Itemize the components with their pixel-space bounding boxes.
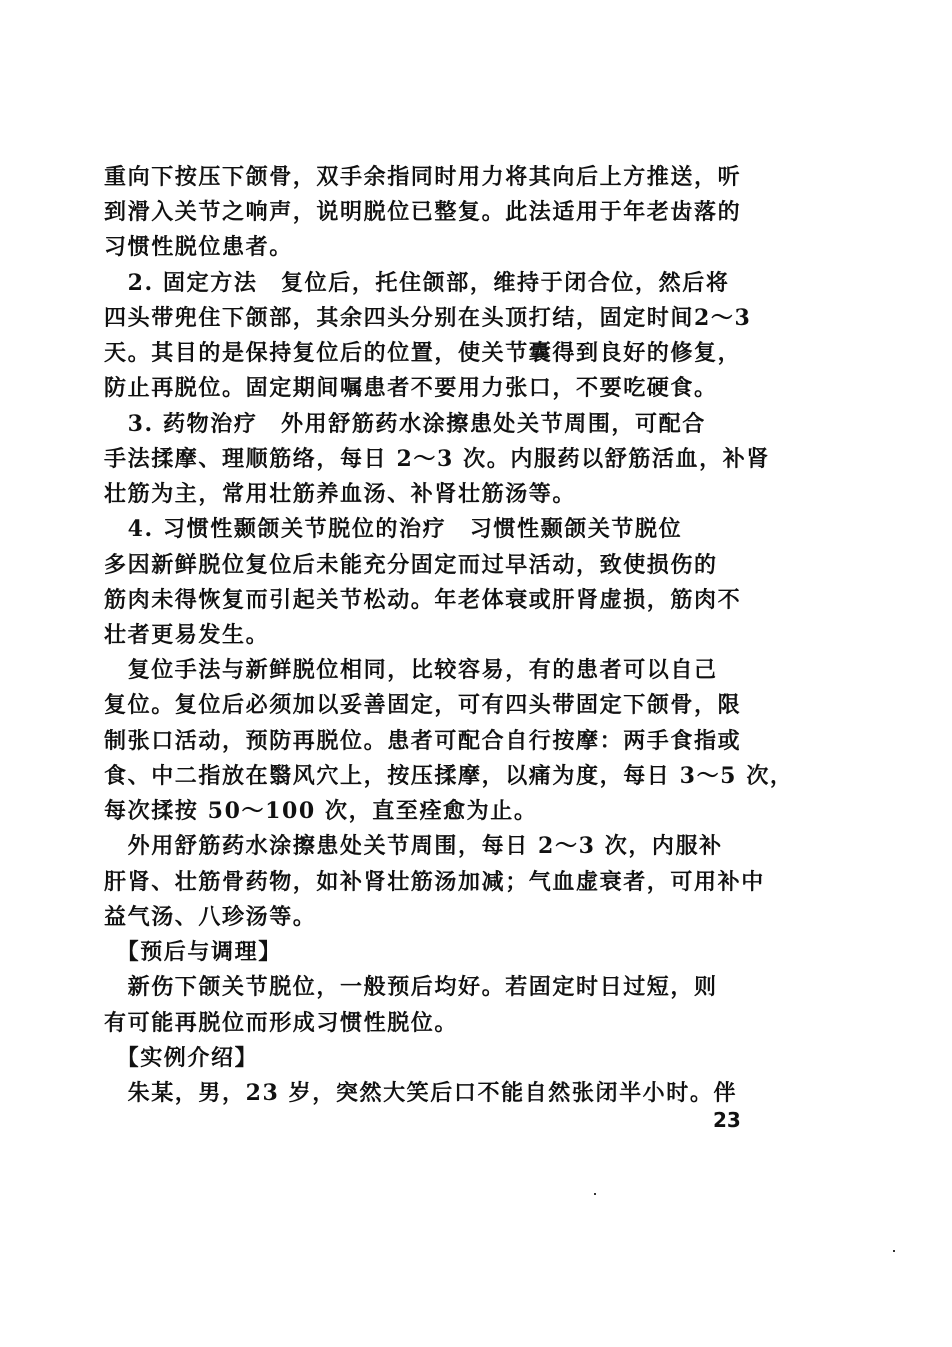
text-line: 肝肾、壮筋骨药物，如补肾壮筋汤加减；气血虚衰者，可用补中: [104, 869, 765, 895]
text-line: 天。其目的是保持复位后的位置，使关节囊得到良好的修复，: [104, 340, 742, 366]
text-line: 四头带兜住下颌部，其余四头分别在头顶打结，固定时间2～3: [104, 305, 752, 331]
section-heading: 【实例介绍】: [104, 1045, 259, 1071]
text-line: 习惯性脱位患者。: [104, 234, 293, 260]
text-line: 有可能再脱位而形成习惯性脱位。: [104, 1010, 459, 1036]
text-line: 复位。复位后必须加以妥善固定，可有四头带固定下颌骨，限: [104, 692, 742, 718]
text-line: 筋肉未得恢复而引起关节松动。年老体衰或肝肾虚损，筋肉不: [104, 587, 742, 613]
text-line: 手法揉摩、理顺筋络，每日 2～3 次。内服药以舒筋活血，补肾: [104, 446, 770, 472]
text-line: 每次揉按 50～100 次，直至痊愈为止。: [104, 798, 538, 824]
text-line: 防止再脱位。固定期间嘱患者不要用力张口，不要吃硬食。: [104, 375, 718, 401]
text-line: 益气汤、八珍汤等。: [104, 904, 317, 930]
text-line: 外用舒筋药水涂擦患处关节周围，每日 2～3 次，内服补: [104, 833, 723, 859]
section-heading: 【预后与调理】: [104, 939, 282, 965]
text-line: 4. 习惯性颞颌关节脱位的治疗 习惯性颞颌关节脱位: [104, 516, 683, 542]
scan-speck: [594, 1193, 596, 1195]
text-line: 复位手法与新鲜脱位相同，比较容易，有的患者可以自己: [104, 657, 718, 683]
page-number: 23: [713, 1108, 741, 1132]
text-line: 朱某，男，23 岁，突然大笑后口不能自然张闭半小时。伴: [104, 1080, 738, 1106]
text-line: 重向下按压下颌骨，双手余指同时用力将其向后上方推送，听: [104, 164, 742, 190]
text-line: 到滑入关节之响声，说明脱位已整复。此法适用于年老齿落的: [104, 199, 742, 225]
text-line: 食、中二指放在翳风穴上，按压揉摩，以痛为度，每日 3～5 次，: [104, 763, 794, 789]
text-line: 壮筋为主，常用壮筋养血汤、补肾壮筋汤等。: [104, 481, 577, 507]
text-line: 新伤下颌关节脱位，一般预后均好。若固定时日过短，则: [104, 974, 718, 1000]
text-line: 壮者更易发生。: [104, 622, 270, 648]
scan-speck: [893, 1250, 895, 1252]
text-line: 2. 固定方法 复位后，托住颌部，维持于闭合位，然后将: [104, 270, 730, 296]
text-line: 3. 药物治疗 外用舒筋药水涂擦患处关节周围，可配合: [104, 411, 706, 437]
text-line: 制张口活动，预防再脱位。患者可配合自行按摩：两手食指或: [104, 728, 742, 754]
text-line: 多因新鲜脱位复位后未能充分固定而过早活动，致使损伤的: [104, 552, 718, 578]
